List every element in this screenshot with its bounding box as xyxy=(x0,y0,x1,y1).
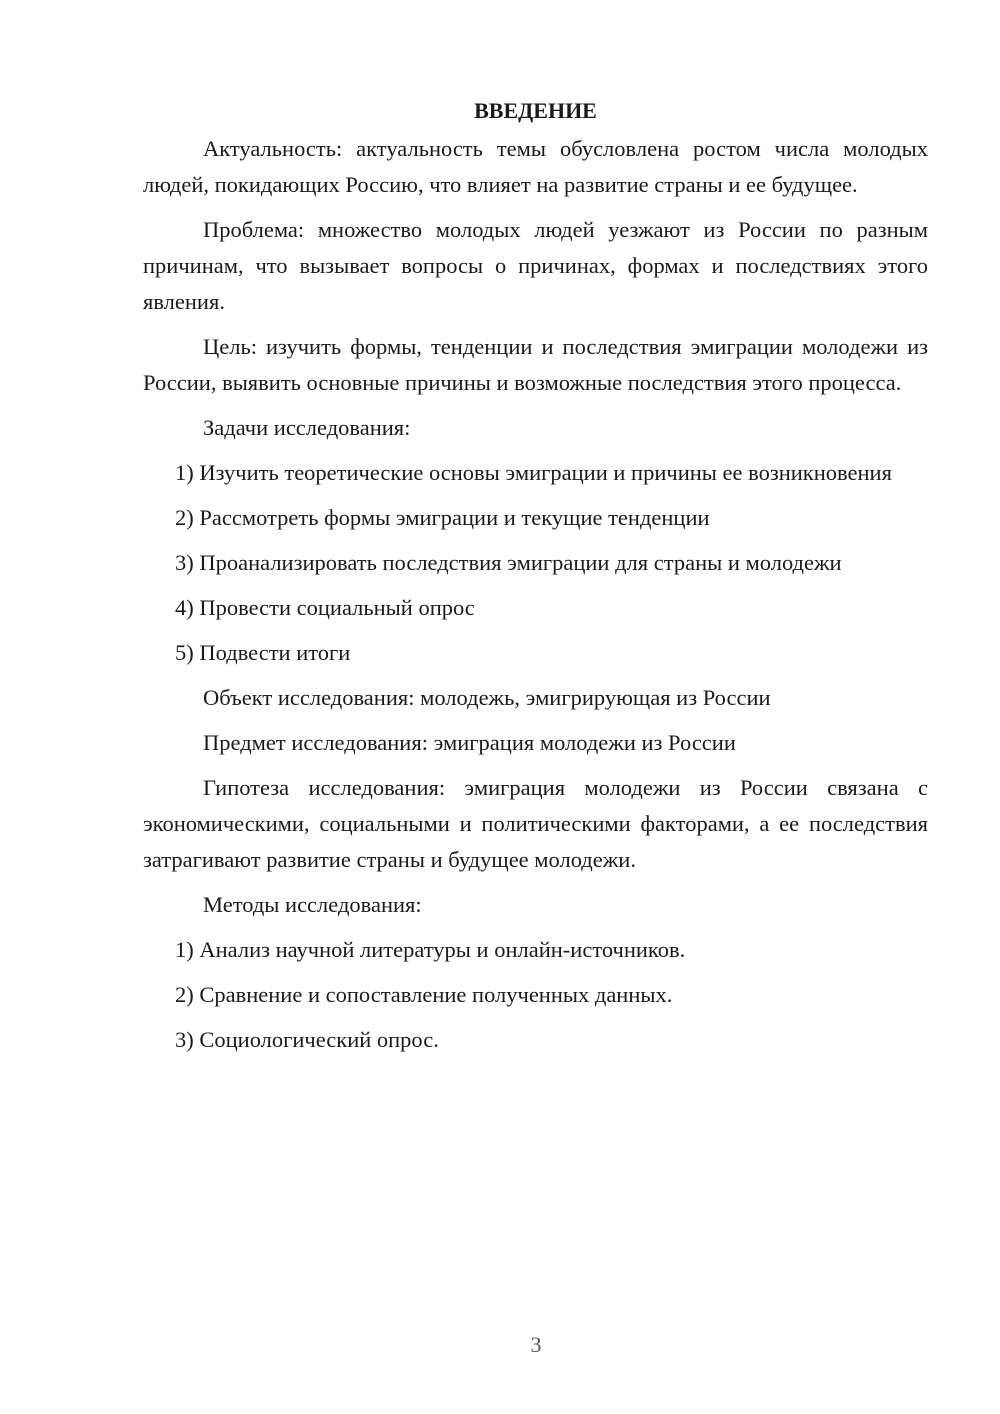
task-item-4: 4) Провести социальный опрос xyxy=(175,595,475,620)
document-page xyxy=(143,93,928,1067)
goal-paragraph: Цель: изучить формы, тенденции и последствия эмиграции молодежи из России, выявить основные причины и возможные последствия этого процесса. xyxy=(143,334,928,395)
section-heading: ВВЕДЕНИЕ xyxy=(474,98,597,123)
tasks-title: Задачи исследования: xyxy=(203,415,411,440)
task-item-1: 1) Изучить теоретические основы эмиграции и причины ее возникновения xyxy=(175,460,892,485)
page-number: 3 xyxy=(530,1332,542,1357)
relevance-paragraph: Актуальность: актуальность темы обусловлена ростом числа молодых людей, покидающих Россию, что влияет на развитие страны и ее будущее. xyxy=(143,136,928,197)
hypothesis-paragraph: Гипотеза исследования: эмиграция молодежи из России связана с экономическими, социальными и политическими факторами, а ее последствия затрагивают развитие страны и будущее молодежи. xyxy=(143,775,928,872)
method-item-2: 2) Сравнение и сопоставление полученных данных. xyxy=(175,982,673,1007)
problem-paragraph: Проблема: множество молодых людей уезжают из России по разным причинам, что вызывает вопросы о причинах, формах и последствиях этого явления. xyxy=(143,217,928,314)
object-paragraph: Объект исследования: молодежь, эмигрирующая из России xyxy=(203,685,771,710)
task-item-3: 3) Проанализировать последствия эмиграции для страны и молодежи xyxy=(175,550,842,575)
task-item-2: 2) Рассмотреть формы эмиграции и текущие тенденции xyxy=(175,505,710,530)
method-item-3: 3) Социологический опрос. xyxy=(175,1027,439,1052)
subject-paragraph: Предмет исследования: эмиграция молодежи из России xyxy=(203,730,736,755)
task-item-5: 5) Подвести итоги xyxy=(175,640,351,665)
methods-title: Методы исследования: xyxy=(203,892,422,917)
method-item-1: 1) Анализ научной литературы и онлайн-источников. xyxy=(175,937,686,962)
